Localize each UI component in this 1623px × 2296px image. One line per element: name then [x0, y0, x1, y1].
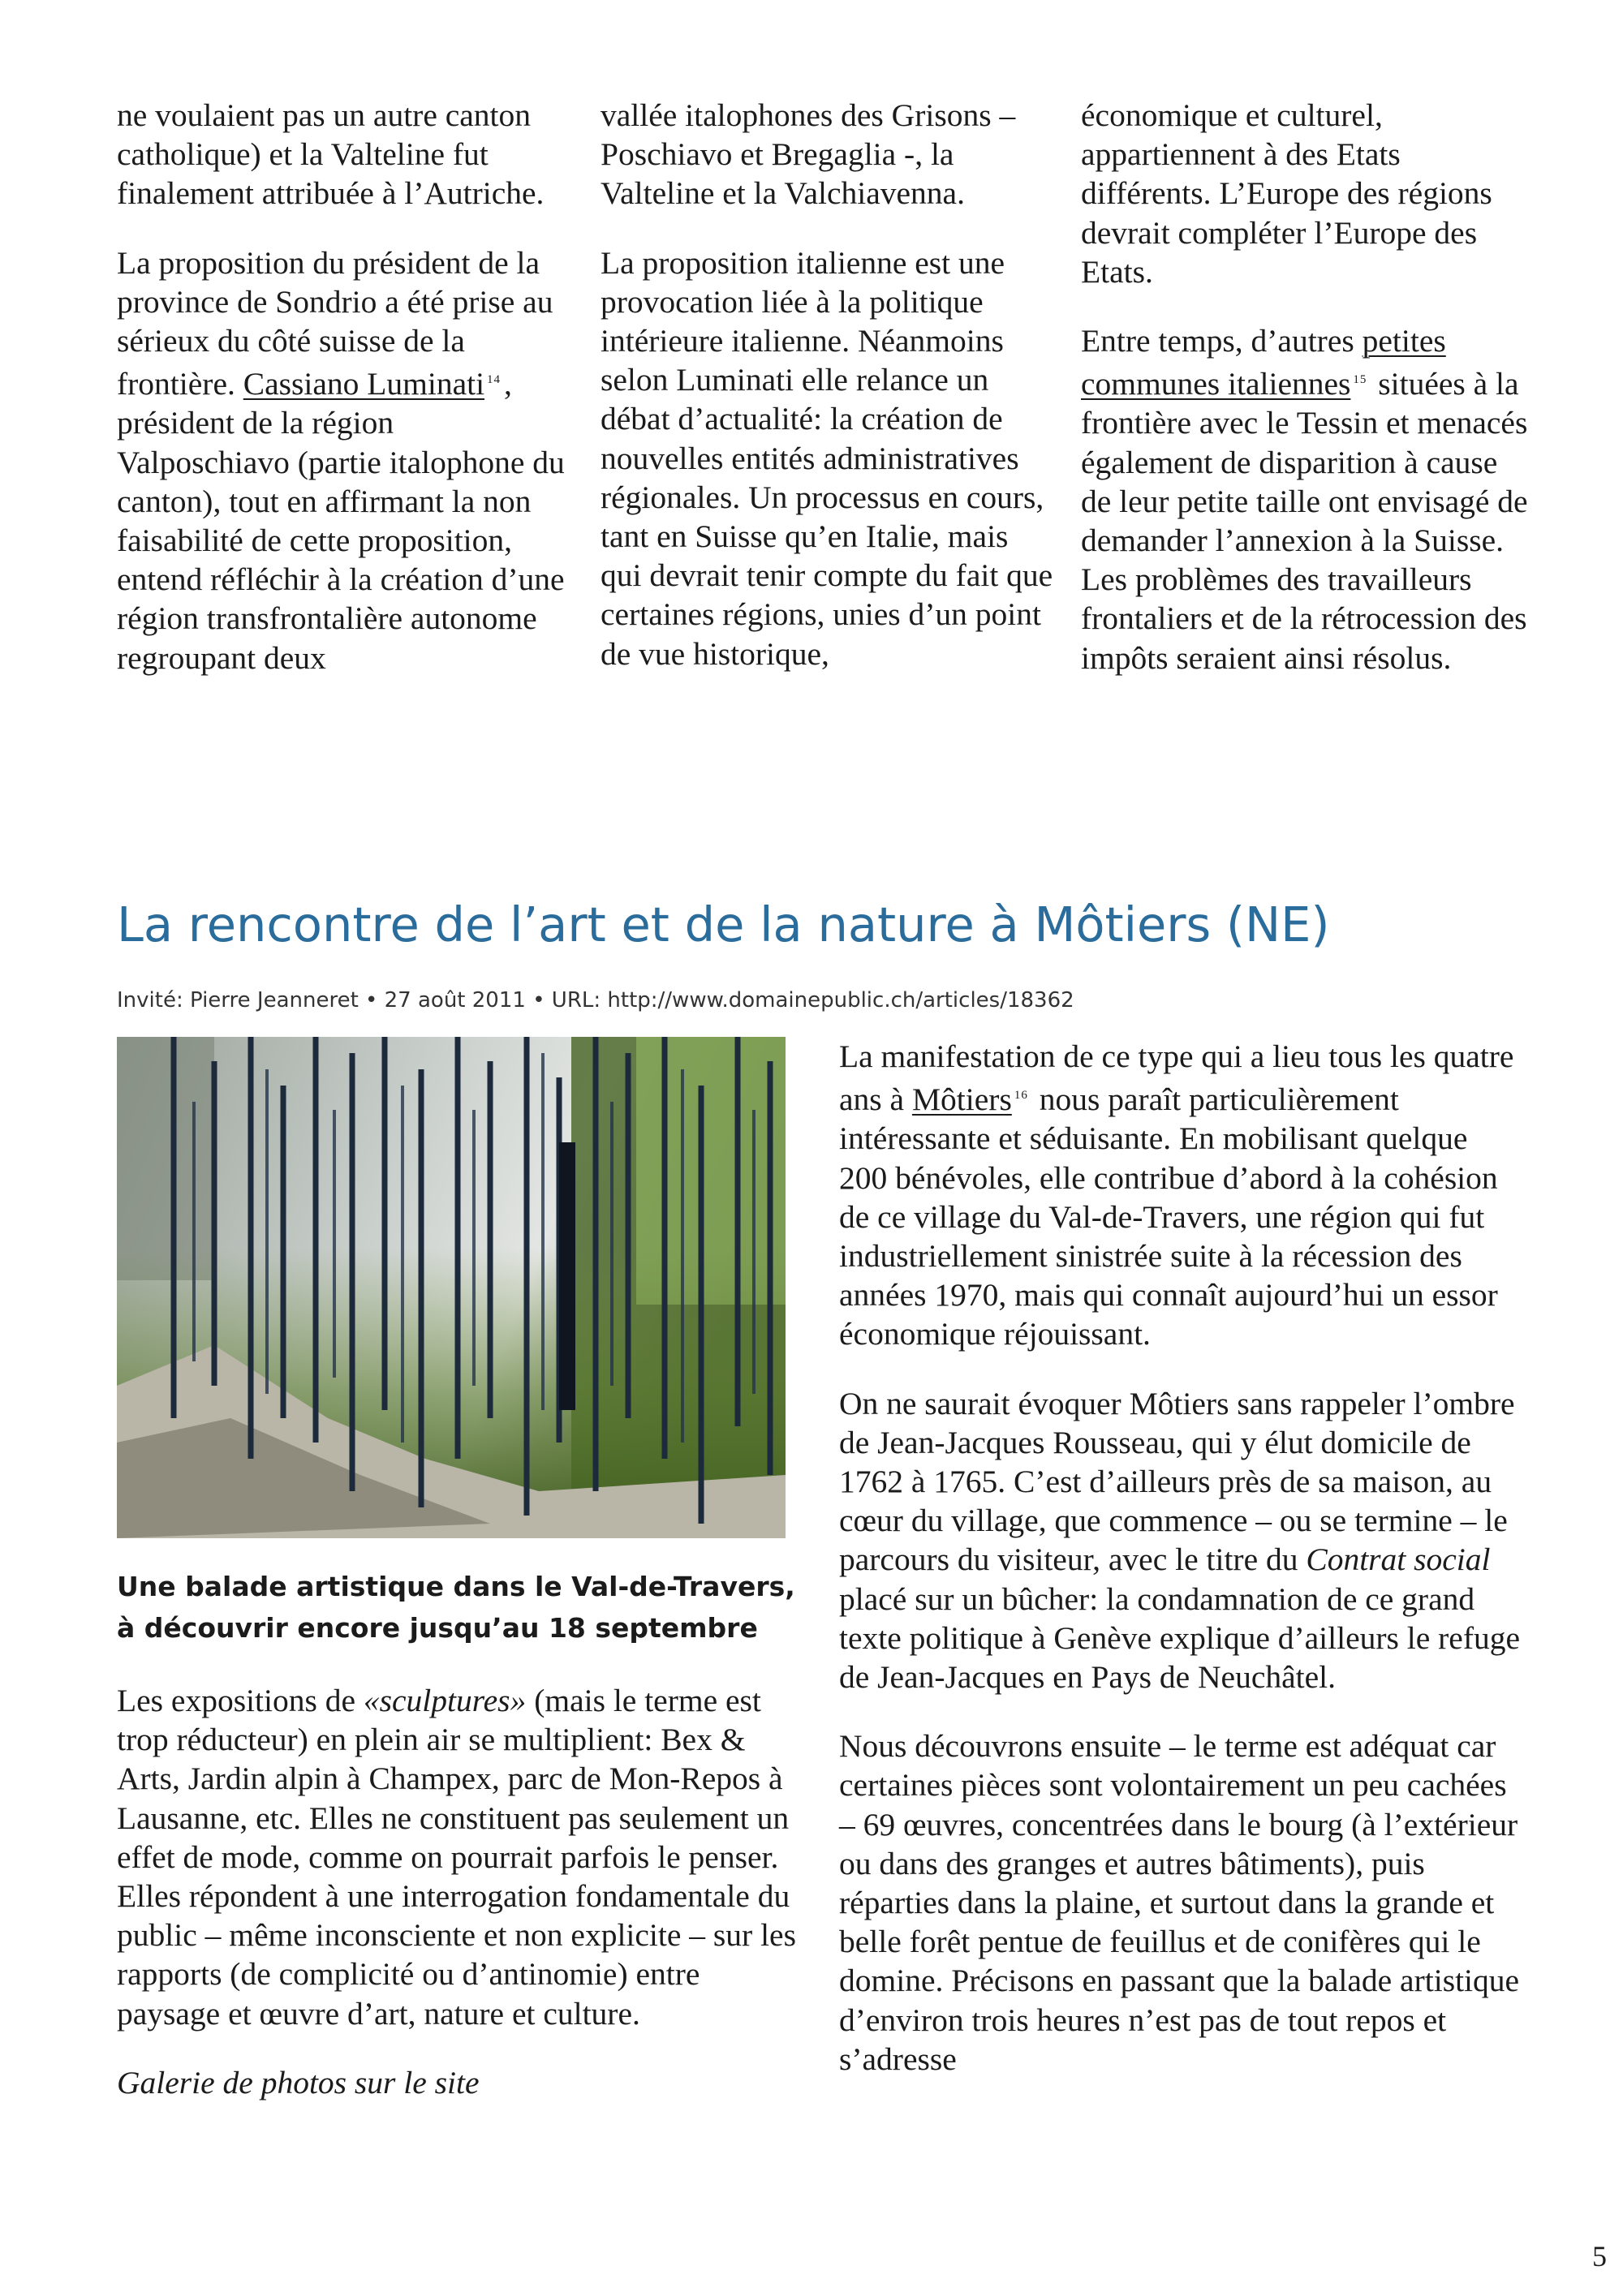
article-left-column [117, 1681, 799, 2132]
page-number: 5 [1592, 2240, 1607, 2272]
paragraph: économique et culturel, appartiennent à des Etats différents. L’Europe des régions devrait compléter l’Europe des Etats. [1081, 97, 1492, 290]
paragraph: On ne saurait évoquer Môtiers sans rappeler l’ombre de Jean-Jacques Rousseau, qui y élut domicile de 1762 à 1765. C’est d’ailleurs près de sa maison, au cœur du village, que commence – ou se termine – le parcours du visiteur, avec le titre du Contrat social placé sur un bûcher: la condamnation de ce grand texte politique à Genève explique d’ailleurs le refuge de Jean-Jacques en Pays de Neuchâtel. [839, 1385, 1521, 1696]
paragraph: La manifestation de ce type qui a lieu tous les quatre ans à Môtiers $^{16}$ nous paraît particulièrement intéressante et séduisante. En mobilisant quelque 200 bénévoles, elle contribue d’abord à la cohésion de ce village du Val-de-Travers, une région qui fut industriellement sinistrée suite à la récession des années 1970, mais qui connaît aujourd’hui un essor économique réjouissant. [839, 1038, 1514, 1352]
top-column-1 [117, 96, 571, 707]
article-byline: Invité: Pierre Jeanneret • 27 août 2011 • URL: http://www.domainepublic.ch/articles/18362 [117, 988, 1074, 1013]
link-cassiano-luminati[interactable]: Cassiano Luminati [243, 366, 485, 402]
footnote-ref: 15 [1353, 373, 1367, 387]
footnote-ref: 14 [487, 373, 502, 387]
paragraph: Nous découvrons ensuite – le terme est adéquat car certaines pièces sont volontairement un peu cachées – 69 œuvres, concentrées dans le bourg (à l’extérieur ou dans des granges et autres bâtiments), puis réparties dans la plaine, et surtout dans la grande et belle forêt pentue de feuillus et de conifères qui le domine. Précisons en passant que la balade artistique d’environ trois heures n’est pas de tout repos et s’adresse [839, 1728, 1520, 2077]
gallery-link[interactable]: Galerie de photos sur le site [117, 2064, 480, 2100]
paragraph: La proposition du président de la province de Sondrio a été prise au sérieux du côté suisse de la frontière. Cassiano Luminati $^{14}$ , président de la région Valposchiavo (partie italophone du canton), tout en affirmant la non faisabilité de cette proposition, entend réfléchir à la création d’une région transfrontalière autonome regroupant deux [117, 244, 565, 676]
link-motiers[interactable]: Môtiers [911, 1081, 1012, 1118]
article-photo [117, 1037, 786, 1538]
link-petites-communes-italiennes[interactable]: petites communes italiennes [1081, 323, 1446, 402]
top-column-3 [1081, 96, 1535, 707]
paragraph: vallée italophones des Grisons – Poschiavo et Bregaglia -, la Valteline et la Valchiavenna. [601, 97, 1016, 212]
article-title: La rencontre de l’art et de la nature à Môtiers (NE) [117, 896, 1330, 952]
paragraph: Entre temps, d’autres petites communes italiennes $^{15}$ situées à la frontière avec le Tessin et menacés également de disparition à cause de leur petite taille ont envisagé de demander l’annexion à la Suisse. Les problèmes des travailleurs frontaliers et de la rétrocession des impôts seraient ainsi résolus. [1081, 323, 1528, 676]
paragraph: ne voulaient pas un autre canton catholique) et la Valteline fut finalement attribuée à l’Autriche. [117, 97, 545, 212]
article-right-column [839, 1037, 1521, 2109]
paragraph: La proposition italienne est une provocation liée à la politique intérieure italienne. Néanmoins selon Luminati elle relance un débat d’actualité: la création de nouvelles entités administratives régionales. Un processus en cours, tant en Suisse qu’en Italie, mais qui devrait tenir compte du fait que certaines régions, unies d’un point de vue historique, [601, 244, 1053, 672]
paragraph: Les expositions de «sculptures» (mais le terme est trop réducteur) en plein air se multiplient: Bex & Arts, Jardin alpin à Champex, parc de Mon-Repos à Lausanne, etc. Elles ne constituent pas seulement un effet de mode, comme on pourrait parfois le penser. Elles répondent à une interrogation fondamentale du public – même inconsciente et non explicite – sur les rapports (de complicité ou d’antinomie) entre paysage et œuvre d’art, nature et culture. [117, 1683, 796, 2032]
top-column-2 [601, 96, 1055, 703]
footnote-ref: 16 [1014, 1089, 1028, 1103]
paragraph [117, 2063, 799, 2102]
photo-caption: Une balade artistique dans le Val-de-Travers, à découvrir encore jusqu’au 18 septembre [117, 1571, 795, 1644]
